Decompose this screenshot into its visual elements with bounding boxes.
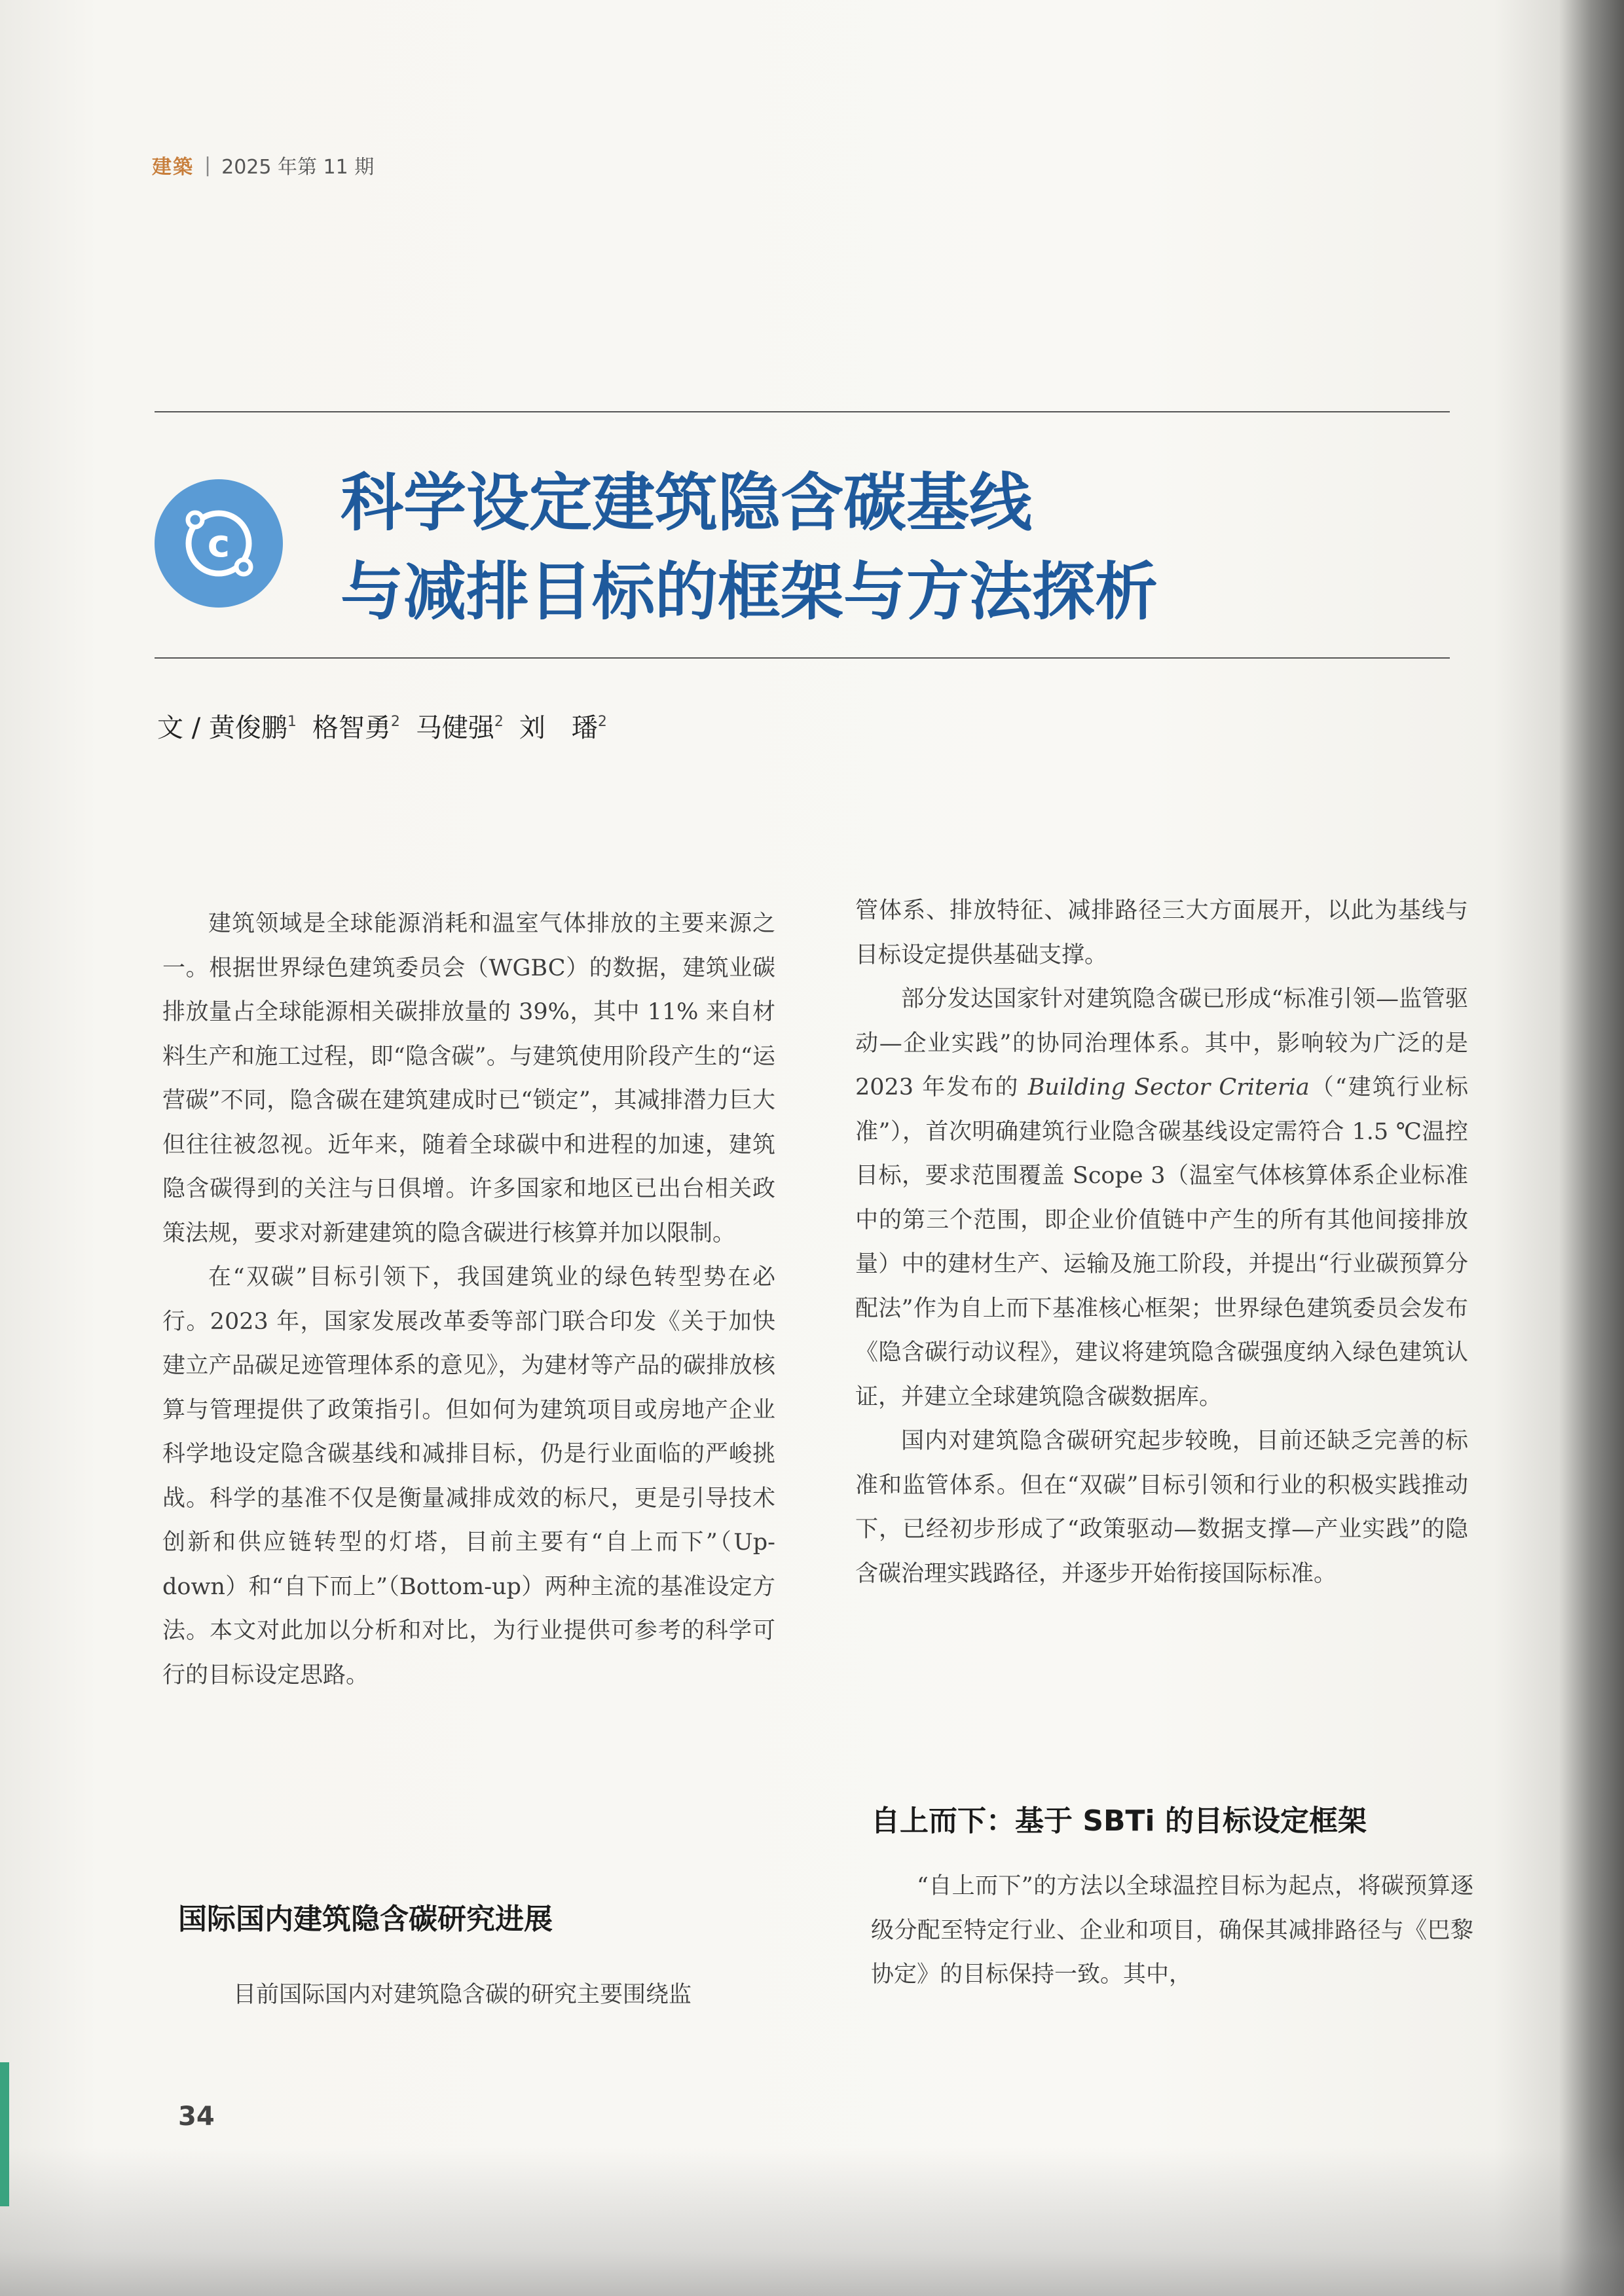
title-rule-bottom [155, 657, 1450, 659]
running-head [152, 152, 374, 178]
author-line [157, 707, 623, 744]
body-paragraph [855, 977, 1468, 1419]
body-paragraph: 管体系、排放特征、减排路径三大方面展开，以此为基线与目标设定提供基础支撑。 [855, 898, 1468, 968]
title-line-1: 科学设定建筑隐含碳基线 [341, 466, 1032, 539]
article-title [341, 458, 1421, 636]
standard-name: Building Sector Criteria [1027, 1074, 1310, 1101]
author-prefix: 文 / [157, 713, 209, 743]
author-name: 黄俊鹏 [208, 713, 287, 743]
section-heading-top-down: 自上而下：基于 SBTi 的目标设定框架 [871, 1804, 1367, 1838]
author-affiliation: 2 [494, 714, 504, 730]
author-name: 格智勇 [312, 713, 391, 743]
body-text: （“建筑行业标准”），首次明确建筑行业隐含碳基线设定需符合 1.5 ℃温控目标，要求范围覆盖 Scope 3（温室气体核算体系企业标准中的第三个范围，即企业价值链中产生的所有其他间接排放量）中的建材生产、运输及施工阶段，并提出“行业碳预算分配法”作为自上而下基准核心框架；世界绿色建筑委员会发布《隐含碳行动议程》，建议将建筑隐含碳强度纳入绿色建筑认证，并建立全球建筑隐含碳数据库。 [855, 1074, 1468, 1410]
author-name: 刘 璠 [519, 713, 598, 743]
carbon-c-molecule-icon [155, 479, 283, 608]
body-paragraph: “自上而下”的方法以全球温控目标为起点，将碳预算逐级分配至特定行业、企业和项目，确保其减排路径与《巴黎协定》的目标保持一致。其中， [871, 1873, 1473, 1988]
journal-logo: 建築 [152, 156, 194, 179]
body-text: 部分发达国家针对建筑隐含碳已形成“标准引领—监管驱动—企业实践”的协同治理体系。其中，影响较为广泛的是 2023 年发布的 [855, 986, 1468, 1101]
author-affiliation: 1 [287, 714, 297, 730]
left-column-continued [233, 1973, 783, 2018]
right-column-continued [871, 1865, 1473, 1997]
body-paragraph: 国内对建筑隐含碳研究起步较晚，目前还缺乏完善的标准和监管体系。但在“双碳”目标引领和行业的积极实践推动下，已经初步形成了“政策驱动—数据支撑—产业实践”的隐含碳治理实践路径，并逐步开始衔接国际标准。 [855, 1428, 1468, 1587]
left-column [162, 902, 775, 1698]
body-paragraph: 目前国际国内对建筑隐含碳的研究主要围绕监 [233, 1982, 692, 2008]
issue-label: 2025 年第 11 期 [221, 156, 375, 179]
svg-text:c: c [207, 521, 231, 566]
page-number: 34 [178, 2102, 215, 2132]
title-line-2: 与减排目标的框架与方法探析 [341, 555, 1158, 629]
section-heading-research-progress: 国际国内建筑隐含碳研究进展 [178, 1903, 553, 1936]
author-affiliation: 2 [597, 714, 607, 730]
body-paragraph: 建筑领域是全球能源消耗和温室气体排放的主要来源之一。根据世界绿色建筑委员会（WGBC）的数据，建筑业碳排放量占全球能源相关碳排放量的 39%，其中 11% 来自材料生产和施工过程，即“隐含碳”。与建筑使用阶段产生的“运营碳”不同，隐含碳在建筑建成时已“锁定”，其减排潜力巨大但往往被忽视。近年来，随着全球碳中和进程的加速，建筑隐含碳得到的关注与日俱增。许多国家和地区已出台相关政策法规，要求对新建建筑的隐含碳进行核算并加以限制。 [162, 911, 775, 1247]
carbon-badge [155, 479, 283, 608]
author-name: 马健强 [415, 713, 494, 743]
scan-shadow [0, 2147, 1624, 2296]
title-rule-top [155, 411, 1450, 412]
right-column [855, 889, 1468, 1596]
body-paragraph: 在“双碳”目标引领下，我国建筑业的绿色转型势在必行。2023 年，国家发展改革委等部门联合印发《关于加快建立产品碳足迹管理体系的意见》，为建材等产品的碳排放核算与管理提供了政策指引。但如何为建筑项目或房地产企业科学地设定隐含碳基线和减排目标，仍是行业面临的严峻挑战。科学的基准不仅是衡量减排成效的标尺，更是引导技术创新和供应链转型的灯塔，目前主要有“自上而下”（Up-down）和“自下而上”（Bottom-up）两种主流的基准设定方法。本文对此加以分析和对比，为行业提供可参考的科学可行的目标设定思路。 [162, 1264, 775, 1688]
author-affiliation: 2 [390, 714, 400, 730]
page-edge-tab [0, 2062, 9, 2206]
running-head-separator: | [204, 153, 212, 177]
